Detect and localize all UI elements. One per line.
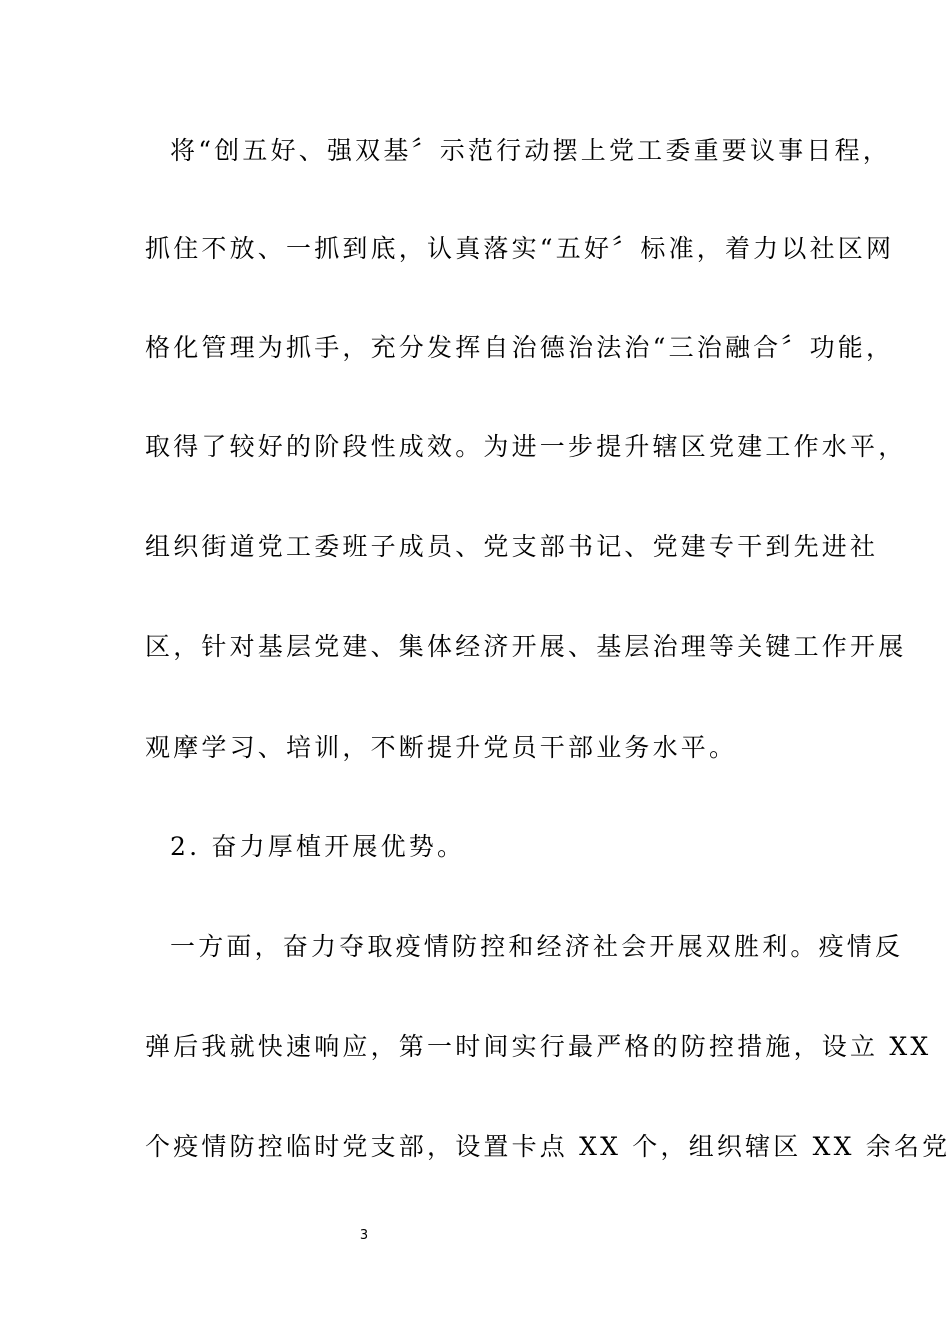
paragraph-line: 个疫情防控临时党支部，设置卡点 XX 个，组织辖区 XX 余名党 [145,1132,950,1161]
paragraph-line: 格化管理为抓手，充分发挥自治德治法治“三治融合〞功能， [145,333,895,362]
paragraph-line: 一方面，奋力夺取疫情防控和经济社会开展双胜利。疫情反 [170,932,904,961]
page-number: 3 [359,1228,369,1243]
paragraph-line: 取得了较好的阶段性成效。为进一步提升辖区党建工作水平， [145,432,907,461]
paragraph-line: 弹后我就快速响应，第一时间实行最严格的防控措施，设立 XX [145,1032,932,1061]
paragraph-line: 将“创五好、强双基〞示范行动摆上党工委重要议事日程， [170,136,891,165]
paragraph-line: 观摩学习、培训，不断提升党员干部业务水平。 [145,733,738,762]
paragraph-line: 抓住不放、一抓到底，认真落实“五好〞标准，着力以社区网 [145,234,895,263]
paragraph-line: 区，针对基层党建、集体经济开展、基层治理等关键工作开展 [145,632,907,661]
section-heading: 2. 奋力厚植开展优势。 [170,832,466,861]
paragraph-line: 组织街道党工委班子成员、党支部书记、党建专干到先进社 [145,532,879,561]
